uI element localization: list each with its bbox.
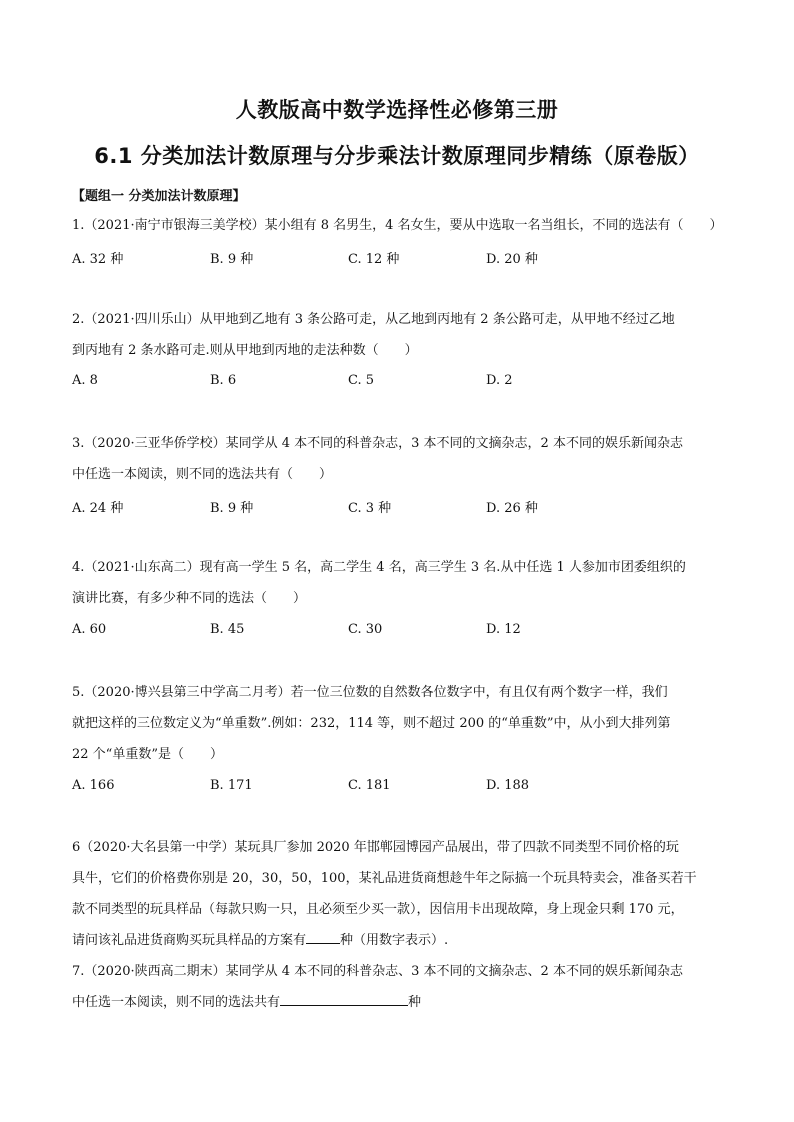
question-5-options	[72, 778, 732, 798]
question-4-option-b: B. 45	[210, 622, 245, 637]
question-2-line-2: 到丙地有 2 条水路可走.则从甲地到丙地的走法种数（ ）	[72, 343, 418, 358]
question-4-option-d: D. 12	[486, 622, 521, 637]
question-4-line-1: 4.（2021·山东高二）现有高一学生 5 名，高二学生 4 名，高三学生 3 名.从中任选 1 人参加市团委组织的	[72, 560, 686, 575]
question-3-option-b: B. 9 种	[210, 501, 254, 516]
question-5-line-2: 就把这样的三位数定义为“单重数”.例如：232，114 等，则不超过 200 的“单重数”中，从小到大排列第	[72, 716, 671, 731]
question-2-option-b: B. 6	[210, 373, 237, 388]
question-6-line-2: 具牛，它们的价格费你别是 20，30，50，100，某礼品进货商想趁牛年之际搞一个玩具特卖会，准备买若干	[72, 871, 697, 886]
question-5-option-c: C. 181	[348, 778, 391, 793]
question-6-text-before-blank: 请问该礼品进货商购买玩具样品的方案有	[72, 933, 307, 948]
question-1-option-c: C. 12 种	[348, 252, 400, 267]
question-7-answer-blank	[280, 991, 408, 1006]
question-4-line-2: 演讲比赛，有多少种不同的选法（ ）	[72, 591, 307, 606]
question-6-line-4	[72, 925, 732, 956]
question-7-text-before-blank: 中任选一本阅读，则不同的选法共有	[72, 995, 281, 1010]
question-2-option-d: D. 2	[486, 373, 513, 388]
question-3-option-a: A. 24 种	[72, 501, 124, 516]
question-6-text-after-blank: 种（用数字表示）.	[340, 933, 449, 948]
question-7	[72, 956, 732, 1018]
question-1-options	[72, 248, 732, 268]
question-2-option-c: C. 5	[348, 373, 375, 388]
question-5-option-a: A. 166	[72, 778, 115, 793]
question-1-option-a: A. 32 种	[72, 252, 124, 267]
question-4-options	[72, 622, 732, 642]
question-5-option-d: D. 188	[486, 778, 530, 793]
question-7-line-2	[72, 987, 732, 1018]
question-3-option-c: C. 3 种	[348, 501, 392, 516]
question-3	[72, 428, 732, 490]
section-heading: 【题组一 分类加法计数原理】	[72, 189, 246, 204]
question-2-option-a: A. 8	[72, 373, 98, 388]
question-5-option-b: B. 171	[210, 778, 253, 793]
question-4-option-c: C. 30	[348, 622, 383, 637]
document-title: 人教版高中数学选择性必修第三册	[235, 98, 559, 122]
question-6-line-3: 款不同类型的玩具样品（每款只购一只，且必须至少买一款），因信用卡出现故障，身上现金只剩 170 元，	[72, 902, 684, 917]
question-5	[72, 677, 732, 770]
question-2-options	[72, 373, 732, 393]
question-3-line-1: 3.（2020·三亚华侨学校）某同学从 4 本不同的科普杂志，3 本不同的文摘杂志，2 本不同的娱乐新闻杂志	[72, 436, 683, 451]
question-6	[72, 832, 732, 956]
question-1-line-1: 1.（2021·南宁市银海三美学校）某小组有 8 名男生，4 名女生，要从中选取一名当组长，不同的选法有（ ）	[72, 218, 723, 233]
question-5-line-1: 5.（2020·博兴县第三中学高二月考）若一位三位数的自然数各位数字中，有且仅有两个数字一样，我们	[72, 685, 668, 700]
question-1	[72, 210, 732, 241]
question-7-line-1: 7.（2020·陕西高二期末）某同学从 4 本不同的科普杂志、3 本不同的文摘杂志、2 本不同的娱乐新闻杂志	[72, 964, 683, 979]
question-3-options	[72, 497, 732, 517]
question-2-line-1: 2.（2021·四川乐山）从甲地到乙地有 3 条公路可走，从乙地到丙地有 2 条公路可走，从甲地不经过乙地	[72, 312, 675, 327]
question-6-answer-blank	[306, 929, 340, 944]
question-2	[72, 304, 732, 366]
question-7-text-after-blank: 种	[408, 995, 422, 1010]
question-1-option-b: B. 9 种	[210, 252, 254, 267]
question-5-line-3: 22 个“单重数”是（ ）	[72, 747, 223, 762]
document-subtitle: 6.1 分类加法计数原理与分步乘法计数原理同步精练（原卷版）	[94, 144, 700, 168]
question-3-line-2: 中任选一本阅读，则不同的选法共有（ ）	[72, 467, 333, 482]
question-4-option-a: A. 60	[72, 622, 107, 637]
question-1-option-d: D. 20 种	[486, 252, 538, 267]
question-6-line-1: 6（2020·大名县第一中学）某玩具厂参加 2020 年邯郸园博园产品展出，带了四款不同类型不同价格的玩	[72, 840, 679, 855]
question-4	[72, 552, 732, 614]
question-3-option-d: D. 26 种	[486, 501, 538, 516]
